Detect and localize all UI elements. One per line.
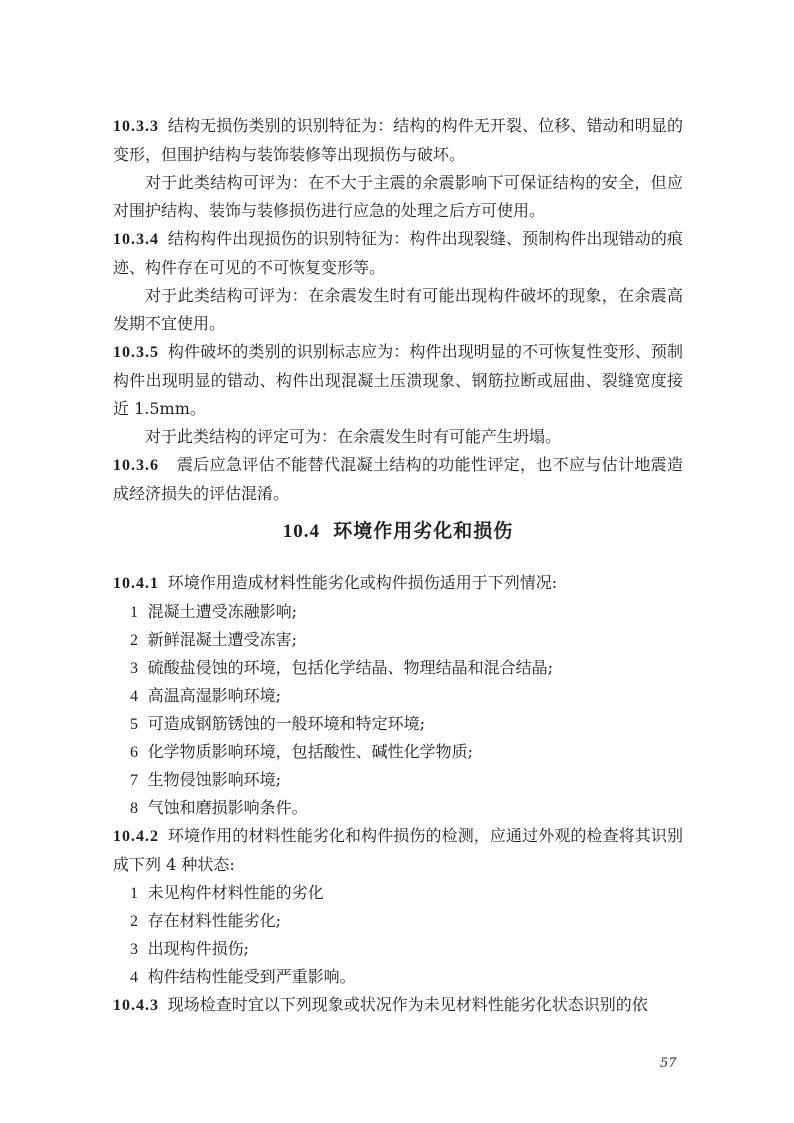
list-item-number: 7 (130, 772, 138, 789)
list-item (130, 738, 683, 766)
section-title: 环境作用劣化和损伤 (333, 520, 514, 542)
list-item-number: 8 (130, 800, 138, 817)
list-item-text: 化学物质影响环境，包括酸性、碱性化学物质; (147, 742, 473, 761)
list-item-number: 6 (130, 744, 138, 761)
clause-text: 构件破坏的类别的识别标志应为：构件出现明显的不可恢复性变形、预制构件出现明显的错动、构件出现混凝土压溃现象、钢筋拉断或屈曲、裂缝宽度接近 1.5mm。 (113, 342, 683, 418)
list-item (130, 626, 683, 654)
list-item-number: 1 (130, 885, 138, 902)
list-item-text: 生物侵蚀影响环境; (147, 770, 281, 789)
clause-10-4-2 (113, 822, 683, 879)
clause-text: 震后应急评估不能替代混凝土结构的功能性评定，也不应与估计地震造成经济损失的评估混淆。 (113, 455, 683, 503)
list-item (130, 935, 683, 963)
list-item (130, 963, 683, 991)
list-item (130, 766, 683, 794)
clause-10-4-1 (113, 569, 683, 598)
list-item-text: 硫酸盐侵蚀的环境，包括化学结晶、物理结晶和混合结晶; (147, 658, 553, 677)
list-item-text: 出现构件损伤; (147, 939, 249, 958)
clause-10-3-4 (113, 225, 683, 282)
list-item-number: 2 (130, 632, 138, 649)
list-item-text: 可造成钢筋锈蚀的一般环境和特定环境; (147, 714, 425, 733)
list-item (130, 879, 683, 907)
clause-text: 结构构件出现损伤的识别特征为：构件出现裂缝、预制构件出现错动的痕迹、构件存在可见的不可恢复变形等。 (113, 229, 683, 277)
clause-number: 10.4.3 (113, 997, 159, 1014)
clause-10-3-5-evaluation: 对于此类结构的评定可为：在余震发生时有可能产生坍塌。 (145, 427, 562, 446)
clause-number: 10.3.6 (113, 457, 159, 474)
clause-text: 现场检查时宜以下列现象或状况作为未见材料性能劣化状态识别的依 (167, 995, 648, 1014)
clause-number: 10.4.2 (113, 828, 159, 845)
clause-10-3-3-evaluation: 对于此类结构可评为：在不大于主震的余震影响下可保证结构的安全，但应对围护结构、装饰与装修损伤进行应急的处理之后方可使用。 (113, 173, 683, 220)
list-item-text: 存在材料性能劣化; (147, 911, 281, 930)
clause-number: 10.4.1 (113, 575, 159, 592)
list-item-text: 新鲜混凝土遭受冻害; (147, 630, 297, 649)
list-item (130, 598, 683, 626)
page-number: 57 (660, 1056, 677, 1071)
list-item-number: 4 (130, 969, 138, 986)
clause-number: 10.3.5 (113, 344, 159, 361)
clause-10-4-3 (113, 991, 683, 1020)
list-item (130, 682, 683, 710)
list-item-number: 3 (130, 660, 138, 677)
list-item (130, 654, 683, 682)
list-item (130, 710, 683, 738)
list-item-text: 构件结构性能受到严重影响。 (147, 967, 356, 986)
clause-text: 结构无损伤类别的识别特征为：结构的构件无开裂、位移、错动和明显的变形，但围护结构与装饰装修等出现损伤与破坏。 (113, 116, 683, 164)
page-content (113, 112, 683, 1020)
list-item-text: 未见构件材料性能的劣化 (147, 883, 324, 902)
list-item-text: 混凝土遭受冻融影响; (147, 602, 297, 621)
list-item-number: 4 (130, 688, 138, 705)
section-heading-10-4 (113, 516, 683, 547)
list-item-number: 3 (130, 941, 138, 958)
clause-10-3-4-evaluation: 对于此类结构可评为：在余震发生时有可能出现构件破坏的现象，在余震高发期不宜使用。 (113, 286, 683, 333)
list-item-text: 气蚀和磨损影响条件。 (147, 798, 308, 817)
list-item-text: 高温高湿影响环境; (147, 686, 281, 705)
list-item-number: 1 (130, 604, 138, 621)
clause-10-3-6 (113, 451, 683, 508)
list-item-number: 5 (130, 716, 138, 733)
clause-10-3-5 (113, 338, 683, 423)
list-10-4-2 (130, 879, 683, 991)
list-item (130, 794, 683, 822)
clause-10-3-3 (113, 112, 683, 169)
section-number: 10.4 (282, 521, 320, 542)
clause-number: 10.3.3 (113, 118, 159, 135)
list-item (130, 907, 683, 935)
clause-text: 环境作用造成材料性能劣化或构件损伤适用于下列情况: (167, 573, 558, 592)
list-10-4-1 (130, 598, 683, 822)
clause-number: 10.3.4 (113, 231, 159, 248)
clause-text: 环境作用的材料性能劣化和构件损伤的检测，应通过外观的检查将其识别成下列 4 种状态: (113, 826, 683, 874)
list-item-number: 2 (130, 913, 138, 930)
